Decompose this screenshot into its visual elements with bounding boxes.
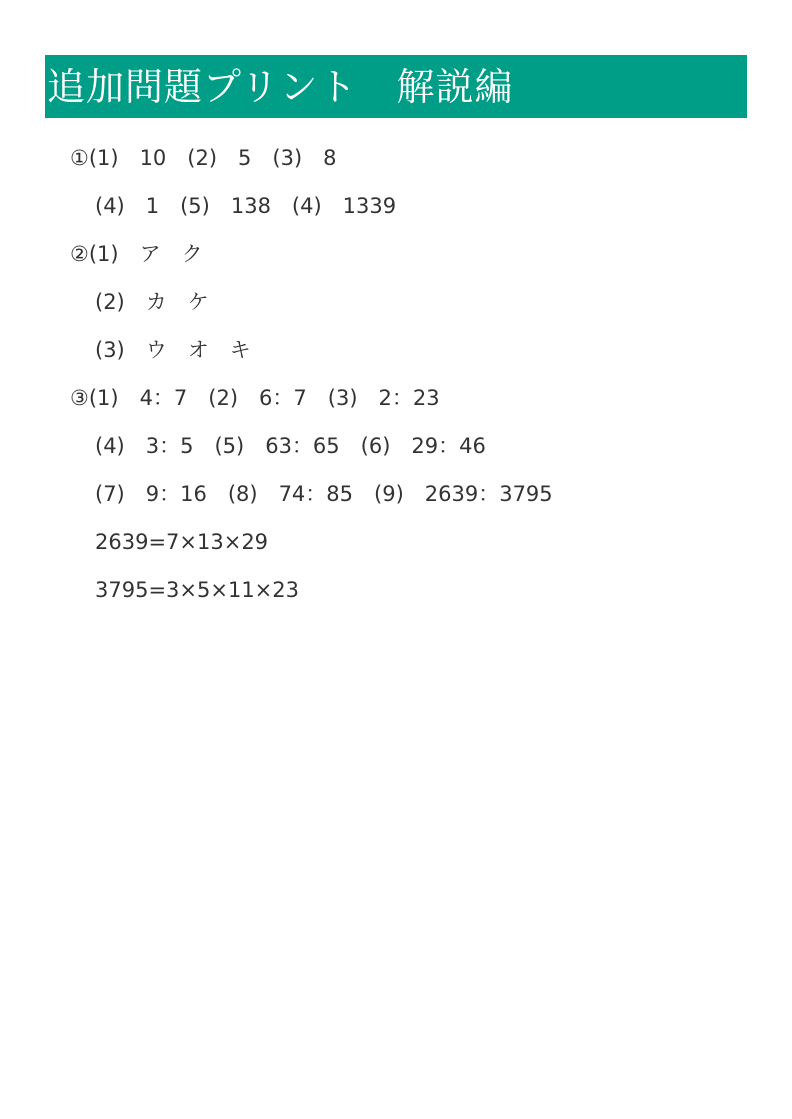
answer-line-3-2: (4) 3：5 (5) 63：65 (6) 29：46 xyxy=(95,434,486,458)
answer-line-1-2: (4) 1 (5) 138 (4) 1339 xyxy=(95,194,397,218)
answer-line-1-1: ①(1) 10 (2) 5 (3) 8 xyxy=(70,146,337,170)
factorization-line-2: 3795=3×5×11×23 xyxy=(95,578,299,602)
answer-line-3-3: (7) 9：16 (8) 74：85 (9) 2639：3795 xyxy=(95,482,553,506)
title-banner xyxy=(45,55,747,118)
factorization-line-1: 2639=7×13×29 xyxy=(95,530,269,554)
answer-line-2-2: (2) カ ケ xyxy=(95,290,209,314)
answer-line-2-1: ②(1) ア ク xyxy=(70,242,203,266)
answer-line-2-3: (3) ウ オ キ xyxy=(95,338,251,362)
answer-line-3-1: ③(1) 4：7 (2) 6：7 (3) 2：23 xyxy=(70,386,440,410)
page-title: 追加問題プリント 解説編 xyxy=(47,64,514,109)
